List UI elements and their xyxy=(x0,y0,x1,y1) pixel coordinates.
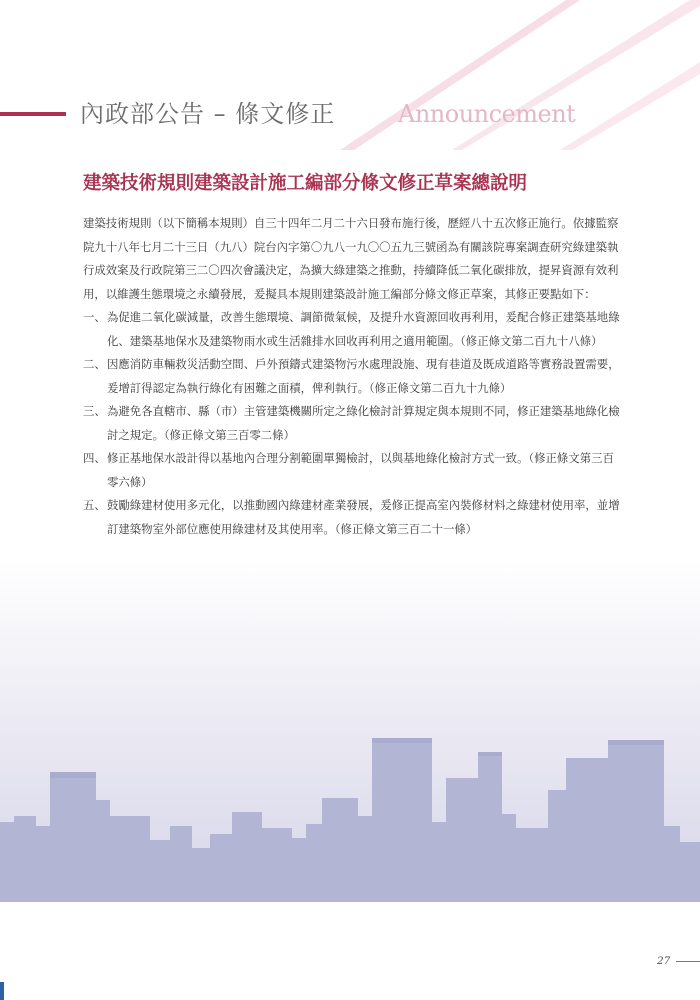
list-item xyxy=(83,494,623,541)
item-number: 五、 xyxy=(83,498,106,512)
item-number: 一、 xyxy=(83,310,106,324)
list-item xyxy=(83,400,623,447)
item-number: 三、 xyxy=(83,404,106,418)
item-text: 鼓勵綠建材使用多元化，以推動國內綠建材產業發展，爰修正提高室內裝修材料之綠建材使用率，並增訂建築物室外部位應使用綠建材及其使用率。（修正條文第三百二十一條） xyxy=(107,498,620,536)
announcement-watermark: Announcement xyxy=(398,100,576,128)
item-number: 四、 xyxy=(83,451,106,465)
corner-accent-mark xyxy=(0,982,4,1000)
item-text: 因應消防車輛救災活動空間、戶外預鑄式建築物污水處理設施、現有巷道及既成道路等實務設置需要，爰增訂得認定為執行綠化有困難之面積，俾利執行。（修正條文第二百九十九條） xyxy=(107,357,620,395)
amendment-list xyxy=(83,306,623,541)
list-item xyxy=(83,353,623,400)
page-number-rule xyxy=(676,961,700,962)
city-skyline-illustration xyxy=(0,730,700,902)
list-item xyxy=(83,447,623,494)
item-number: 二、 xyxy=(83,357,106,371)
section-title: 內政部公告 – 條文修正 xyxy=(80,100,336,128)
header-accent-bar xyxy=(0,112,66,116)
section-header xyxy=(0,90,700,140)
intro-paragraph: 建築技術規則（以下簡稱本規則）自三十四年二月二十六日發布施行後，歷經八十五次修正施行。依據監察院九十八年七月二十三日（九八）院台內字第〇九八一九〇〇五九三號函為有關該院專案調查研究綠建築執行成效案及行政院第三二〇四次會議決定，為擴大綠建築之推動，持續降低二氧化碳排放，提昇資源有效利用，以維護生態環境之永續發展，爰擬具本規則建築設計施工編部分條文修正草案，其修正要點如下： xyxy=(83,216,619,301)
document-body xyxy=(83,212,623,541)
item-text: 為促進二氧化碳減量，改善生態環境、調節微氣候，及提升水資源回收再利用，爰配合修正建築基地綠化、建築基地保水及建築物雨水或生活雜排水回收再利用之適用範圍。（修正條文第二百九十八條） xyxy=(107,310,620,348)
item-text: 為避免各直轄市、縣（市）主管建築機關所定之綠化檢討計算規定與本規則不同，修正建築基地綠化檢討之規定。（修正條文第三百零二條） xyxy=(107,404,620,442)
list-item xyxy=(83,306,623,353)
page-number: 27 xyxy=(657,955,671,967)
item-text: 修正基地保水設計得以基地內合理分割範圍單獨檢討，以與基地綠化檢討方式一致。（修正條文第三百零六條） xyxy=(107,451,614,489)
document-title: 建築技術規則建築設計施工編部分條文修正草案總說明 xyxy=(83,173,528,194)
